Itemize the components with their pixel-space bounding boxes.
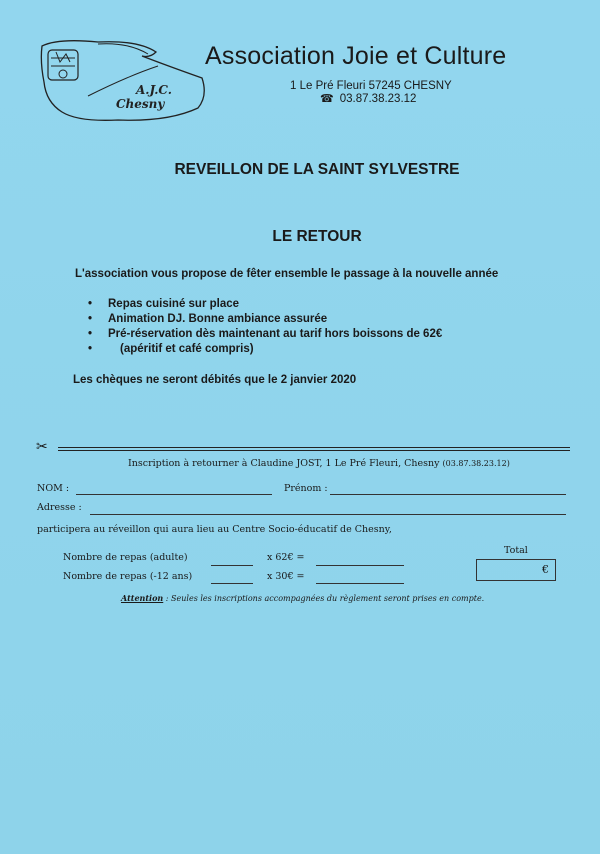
attention-text: : Seules les inscriptions accompagnées du règlement seront prises en compte.	[163, 594, 485, 603]
bullet-icon: •	[88, 343, 93, 355]
adresse-field[interactable]	[90, 514, 566, 515]
bullet-icon: •	[88, 328, 93, 340]
nom-field[interactable]	[76, 494, 272, 495]
list-item: • Repas cuisiné sur place	[88, 298, 240, 310]
child-price: x 30€ =	[267, 571, 305, 582]
organization-phone: 03.87.38.23.12	[339, 93, 417, 105]
event-subtitle: LE RETOUR	[272, 228, 362, 245]
total-field[interactable]	[476, 559, 556, 581]
adult-subtotal-field[interactable]	[316, 565, 404, 566]
child-subtotal-field[interactable]	[316, 583, 404, 584]
scissors-icon: ✂	[36, 438, 48, 454]
association-logo	[38, 36, 208, 124]
organization-phone-line	[320, 92, 416, 105]
logo-text-chesny: Chesny	[116, 97, 165, 111]
adresse-label: Adresse :	[37, 502, 82, 513]
event-title: REVEILLON DE LA SAINT SYLVESTRE	[174, 161, 460, 178]
participation-text: participera au réveillon qui aura lieu au Centre Socio-éducatif de Chesny,	[37, 524, 392, 535]
list-item: • Animation DJ. Bonne ambiance assurée	[88, 313, 328, 325]
attention-word: Attention	[121, 593, 164, 603]
list-item: • (apéritif et café compris)	[88, 343, 254, 355]
total-label: Total	[504, 545, 528, 556]
adult-meals-label: Nombre de repas (adulte)	[63, 552, 188, 563]
inscription-instructions: Inscription à retourner à Claudine JOST, 1 Le Pré Fleuri, Chesny (03.87.38.23.12)	[128, 458, 510, 469]
event-features-list	[88, 297, 442, 357]
cut-line	[58, 447, 570, 448]
cut-line	[58, 450, 570, 451]
coat-of-arms-icon	[48, 50, 78, 80]
event-intro: L'association vous propose de fêter ensemble le passage à la nouvelle année	[75, 268, 499, 280]
organization-name: Association Joie et Culture	[205, 42, 507, 70]
list-item: • Pré-réservation dès maintenant au tarif hors boissons de 62€	[88, 328, 443, 340]
total-currency: €	[542, 563, 549, 576]
nom-label: NOM :	[37, 483, 70, 494]
child-meals-count-field[interactable]	[211, 583, 253, 584]
inscription-phone: (03.87.38.23.12)	[442, 459, 510, 468]
bullet-icon: •	[88, 313, 93, 325]
adult-price: x 62€ =	[267, 552, 305, 563]
logo-text-ajc: A.J.C.	[136, 83, 172, 97]
bullet-icon: •	[88, 298, 93, 310]
telephone-icon: ☎	[320, 93, 334, 105]
prenom-field[interactable]	[330, 494, 566, 495]
adult-meals-count-field[interactable]	[211, 565, 253, 566]
organization-address: 1 Le Pré Fleuri 57245 CHESNY	[290, 80, 452, 92]
child-meals-label: Nombre de repas (-12 ans)	[63, 571, 193, 582]
attention-note	[121, 593, 484, 603]
prenom-label: Prénom :	[284, 483, 328, 494]
cheques-note: Les chèques ne seront débités que le 2 janvier 2020	[73, 374, 357, 386]
